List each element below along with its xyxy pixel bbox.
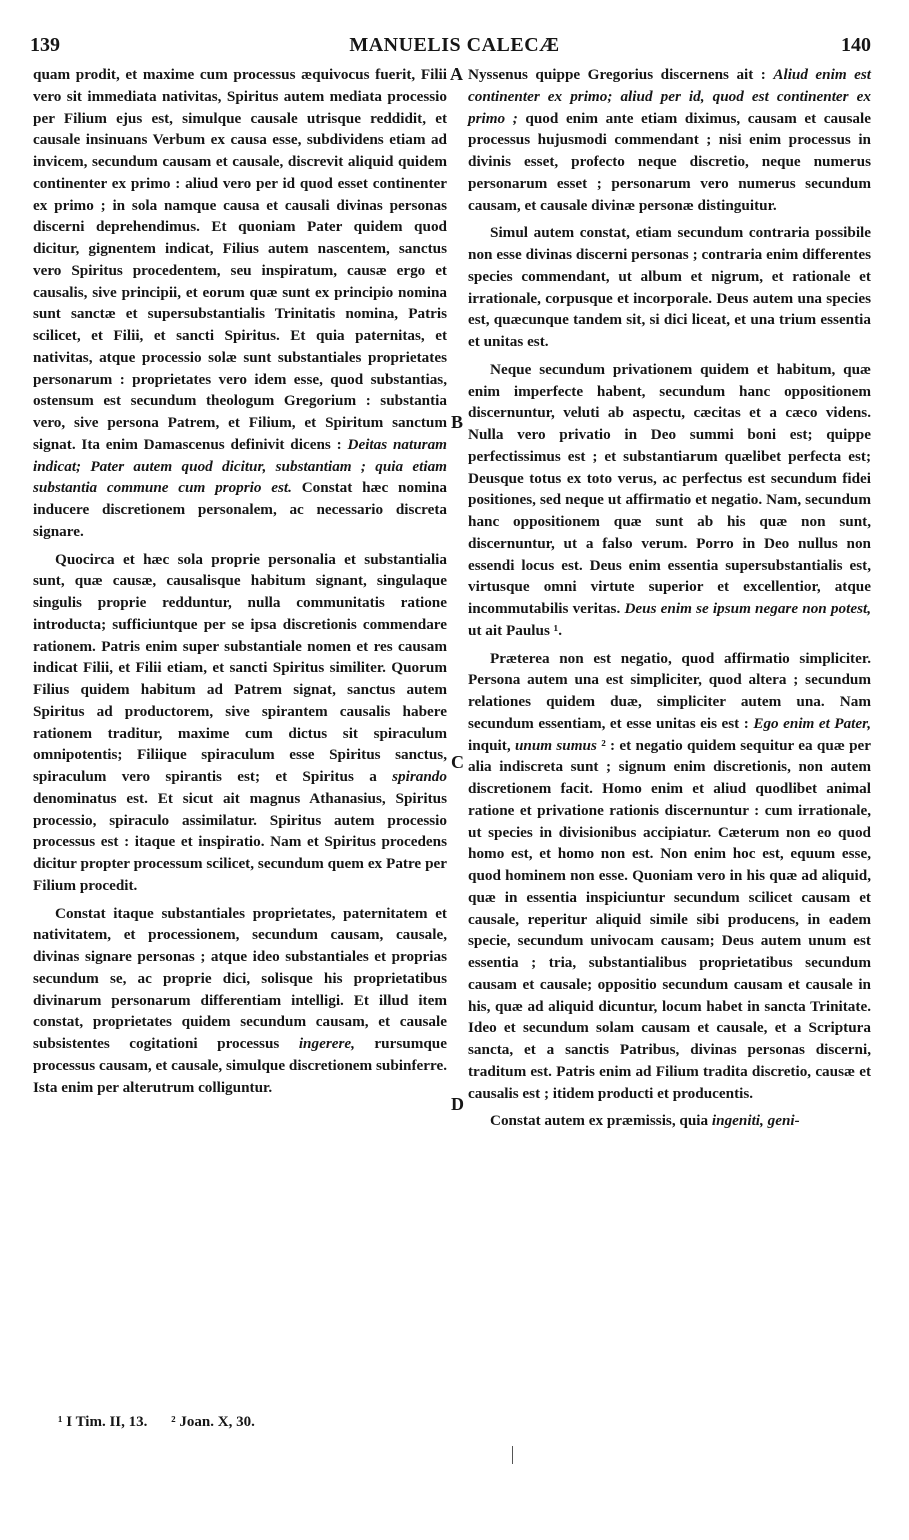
paragraph [33,64,447,543]
italic-term: ingeniti, geni- [711,1112,800,1130]
paragraph [33,549,447,897]
right-column [468,64,871,1132]
margin-marker-a: A [450,64,463,84]
running-title: MANUELIS CALECÆ [349,34,560,56]
print-mark [512,1446,513,1464]
text-run: Constat autem ex præmissis, quia [490,1112,712,1130]
text-run: Constat hæc nomina inducere discretionem personalem, ac necessario discreta signare. [33,479,447,540]
page-header [0,34,909,64]
text-run: denominatus est. Et sicut ait magnus Athanasius, Spiritus processio, spiraculo assimilatur. Spiritus autem processio processus est : itaque et inspiratio. Nam et Spiritus procedens dicitur propter processum scilicet, secundum quem ex Patre per Filium procedit. [33,789,447,894]
page-number-left: 139 [30,34,60,56]
text-run: inquit, [468,736,515,754]
margin-marker-c: C [451,752,464,772]
text-run: quod enim ante etiam diximus, causam et causale processus hujusmodi commendant ; nisi enim processus in divinis esset, profecto neque discretio, neque numerus personarum esset ; personarum vero numerus secundum causam, et causale divinæ personæ distinguitur. [468,109,871,214]
paragraph [468,64,871,216]
text-run: Constat itaque substantiales proprietates, paternitatem et nativitatem, et processionem, secundum causam, causale, divinas signare personas ; atque ideo substantiales et proprias secundum se, ac proprie dici, solisque his proprietatibus divinarum personarum differentiam intelligi. Et illud item constat, proprietates quidem secundum causam, et causale subsistentes cogitationi processus [33,904,447,1052]
text-run: Quocirca et hæc sola proprie personalia et substantialia sunt, quæ causæ, causalisque habitum signant, singulaque singulis proprie redduntur, nulla communitatis ratione introducta; sufficiuntque per se ipsa discretionis commendare rationem. Patris enim super substantiale nomen et res causam indicat Filii, et Filii etiam, et sancti Spiritus similiter. Quorum Filius quidem habitum ad Patrem signat, sanctus autem Spiritus ad productorem, sive spirantem causalis habere rationem traditur, maxime cum dictus sit spiraculum omnipotentis; Filiique spiraculum esse Spiritus sanctus, spiraculum vero spirantis est; et Spiritus a [33,550,447,785]
paragraph [468,359,871,642]
footnote: ² Joan. X, 30. [171,1414,255,1430]
text-run: ² : et negatio quidem sequitur ea quæ per alia indiscreta sunt ; signum enim discretionis, non autem discretionem facit. Homo enim et aliud quodlibet animal ratione et privatione rationis discernuntur : cum irrationale, ut species in divisionibus accipiatur. Cæterum non eo quod homo est, et homo non est. Non enim hoc est, equum esse, quod hominem non esse. Quoniam vero in his quæ ad aliquid, quæ in essentia inspiciuntur secundum scilicet causam et causale, reperitur aliquid simile sibi producens, in eadem specie, secundum univocam causam; Deus autem unum est essentia ; tria, substantialibus proprietatibus secundum causam et causale; oppositio secundum causam et causale in his, quæ ad aliquid dicuntur, locum habet in sancta Trinitate. Ideo et secundum solam causam et causale, et a Scriptura sancta, et a sanctis Patribus, divinas personas discerni, traditum est. Patris enim ad Filium tradita discretio, causæ et causalis est ; itidem producti et producentis. [468,736,872,1102]
paulus-quote: Deus enim se ipsum negare non potest, [624,600,872,617]
italic-term: ingerere, [298,1035,355,1052]
text-run: Neque secundum privationem quidem et habitum, quæ enim imperfecte habent, secundum hanc oppositionem discernuntur, veluti ab aspectu, cæcitas et a cæco videns. Nulla vero privatio in Deo summi boni est; quippe perfectissimus est ; et substantiarum quælibet perfecta est; Deusque totus ex toto verus, ac perfectus est secundum fidei positiones, sed neque ut affirmatio et negatio. Nam, secundum hanc oppositionem quæ sunt ab his quæ non sunt, discernuntur, ut a falso verum. Porro in Deo nullus non essendi locus est. Deus enim essentia supersubstantialis est, virtusque omni virtute superior et excellentior, atque incommutabilis veritas. [468,360,871,617]
footnotes [58,1414,275,1431]
ioannes-quote: Ego enim et Pater, [753,714,872,732]
paragraph [33,903,447,1099]
paragraph [468,648,871,1105]
text-run: Præterea non est negatio, quod affirmatio simpliciter. Persona autem una est simpliciter, quod altera ; secundum relationes quidem duæ, simpliciter autem una. Nam secundum essentiam, et esse unitas eis est : [468,649,871,732]
nyssenus-quote: Aliud enim est continenter ex primo; aliud per id, quod est continenter ex primo ; [468,66,871,127]
damascenus-quote: Deitas naturam indicat; Pater autem quod dicitur, substantiam ; quia etiam substantia commune cum proprio est. [33,435,447,497]
paragraph [468,1110,871,1132]
page-number-right: 140 [841,34,871,56]
margin-marker-d: D [451,1094,464,1114]
italic-term: spirando [392,768,447,785]
paragraph: Simul autem constat, etiam secundum contraria possibile non esse divinas discerni personas ; contraria enim differentes species commendant, ut album et nigrum, et rationale et irrationale, corpusque et incorporale. Deus autem una species est, quæcunque tandem sit, si dici liceat, et una trium essentia et unitas est. [468,224,871,350]
ioannes-quote-2: unum sumus [514,736,597,754]
text-run: rursumque processus causam, et causale, simulque discretionem subinferre. Ista enim per alterutrum colliguntur. [33,1035,447,1096]
footnote: ¹ I Tim. II, 13. [58,1414,148,1430]
text-run: Nyssenus quippe Gregorius discernens ait : [468,66,774,83]
text-run: quam prodit, et maxime cum processus æquivocus fuerit, Filii vero sit immediata nativitas, Spiritus autem mediata processio per Filium ejus est, simulque causale utrisque reddidit, et causale insinuans Verbum ex causa esse, subdividens etiam ad invicem, secundum causam et causale, discrevit aliquid quidem continenter ex primo : aliud vero per id quod esset continenter ex primo ; in sola namque causa et causali divinas personas discerni deprehendimus. Et quoniam Pater quidem quod dicitur, gignentem indicat, Filius autem nascentem, sanctus vero Spiritus procedentem, seu inspiratum, causæ ergo et causalis, sive principii, et eorum quæ sunt ex principio nomina sunt sanctæ et supersubstantialis Trinitatis nomina, Patris scilicet, et Filii, et sancti Spiritus. Et quia paternitas, et nativitas, atque processio solæ sunt substantiales proprietates personarum : proprietates vero idem esse, quod substantias, ostensum est secundum theologum Gregorium : substantia vero, sive persona Patrem, et Filium, et Spiritum sanctum signat. Ita enim Damascenus definivit dicens : [33,66,447,453]
margin-marker-b: B [451,412,464,432]
left-column [33,64,447,1098]
text-run: ut ait Paulus ¹. [468,621,563,639]
